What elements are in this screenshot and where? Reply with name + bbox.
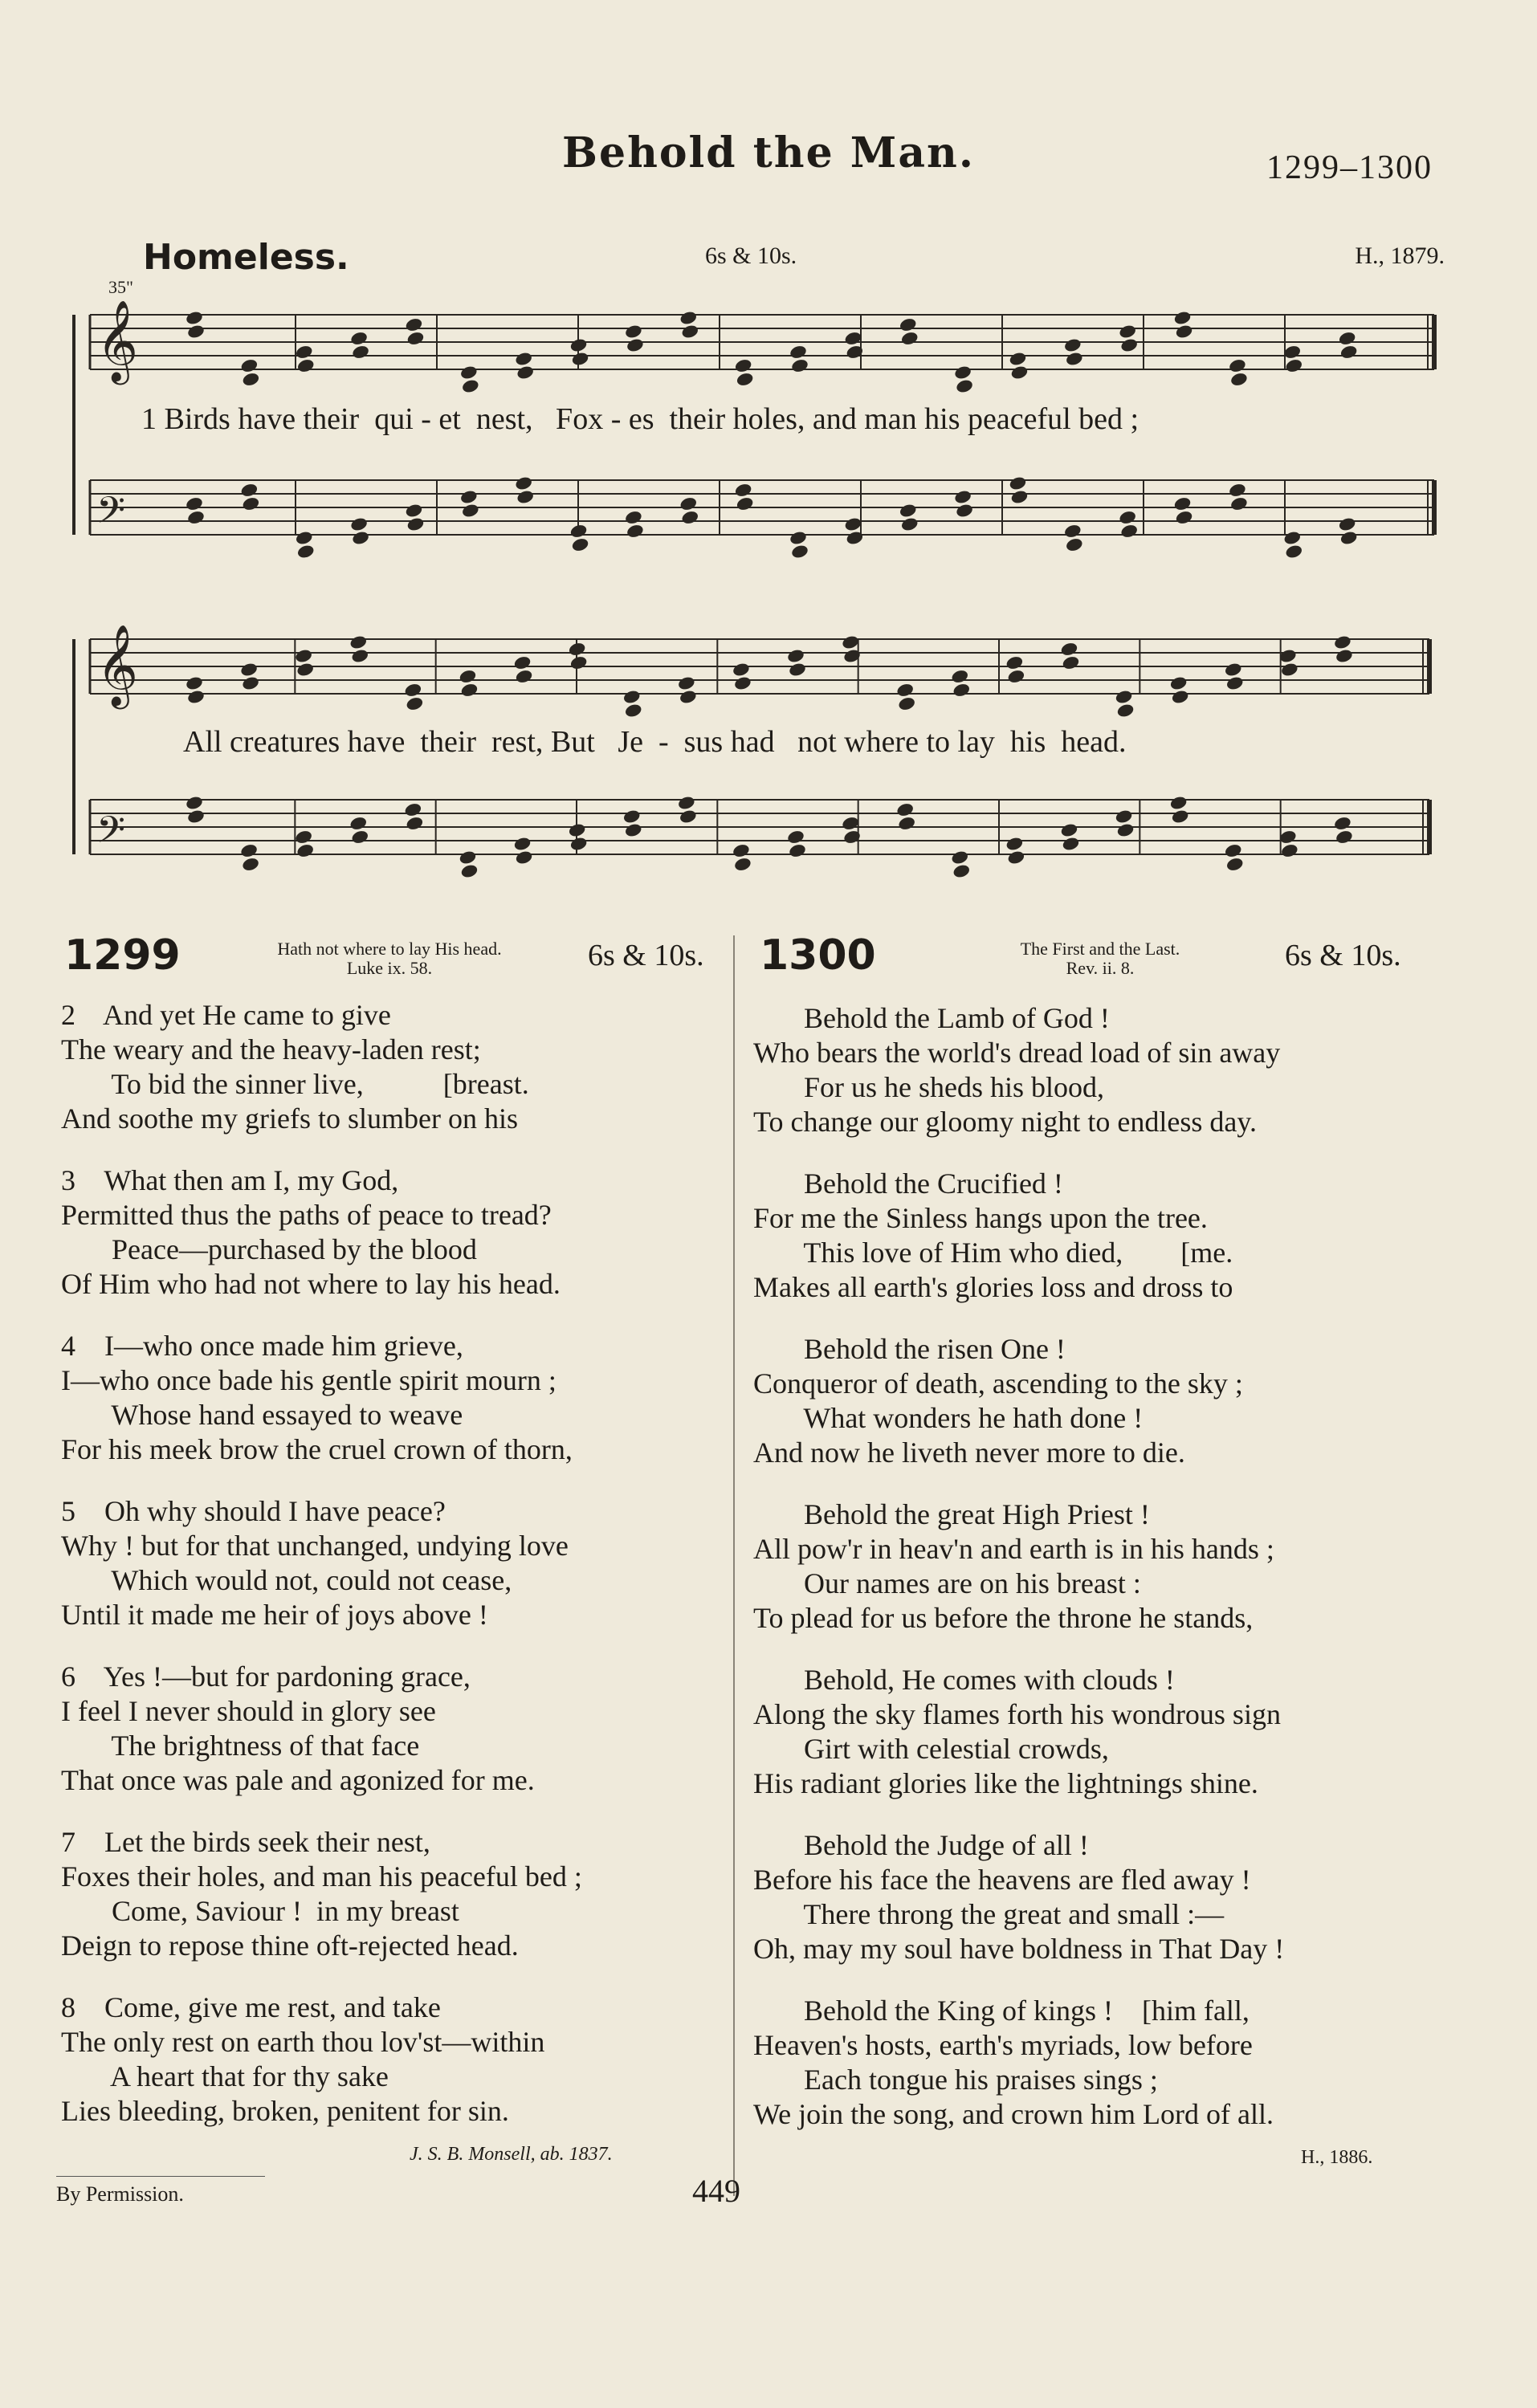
- note-head: [1225, 675, 1245, 691]
- note-head: [1171, 809, 1190, 825]
- note-head: [1335, 648, 1354, 664]
- note-head: [897, 816, 916, 832]
- verse-line: That once was pale and agonized for me.: [61, 1764, 535, 1796]
- note-head: [1169, 675, 1188, 691]
- verse-line: Which would not, could not cease,: [61, 1564, 512, 1596]
- verse-line: And now he liveth never more to die.: [753, 1436, 1185, 1469]
- verse-line: Conqueror of death, ascending to the sky ;: [753, 1367, 1243, 1400]
- verse-line: Come, Saviour ! in my breast: [61, 1895, 459, 1927]
- note-head: [349, 516, 369, 532]
- note-head: [241, 675, 260, 691]
- note-head: [349, 634, 368, 650]
- note-head: [296, 358, 316, 374]
- note-head: [515, 850, 534, 866]
- note-head: [1115, 689, 1134, 705]
- note-head: [1119, 524, 1139, 540]
- note-head: [1173, 310, 1192, 326]
- note-head: [1063, 524, 1082, 540]
- note-head: [1338, 516, 1357, 532]
- tune-name: Homeless.: [143, 237, 349, 278]
- note-head: [186, 809, 206, 825]
- note-head: [1065, 537, 1084, 553]
- note-head: [186, 510, 206, 526]
- note-head: [404, 682, 423, 699]
- note-head: [895, 682, 915, 699]
- verse-line: And soothe my griefs to slumber on his: [61, 1102, 518, 1135]
- note-head: [515, 669, 534, 685]
- note-head: [953, 365, 972, 381]
- verse-line: I—who once bade his gentle spirit mourn ;: [61, 1364, 556, 1396]
- page-title: Behold the Man.: [562, 128, 975, 177]
- note-head: [1060, 642, 1079, 658]
- verse-line: I feel I never should in glory see: [61, 1695, 436, 1727]
- note-head: [899, 317, 918, 333]
- verse-line: 6 Yes !—but for pardoning grace,: [61, 1660, 471, 1693]
- hymn-1299-text: [61, 998, 736, 2129]
- note-head: [295, 530, 314, 546]
- note-head: [571, 351, 590, 367]
- note-head: [895, 802, 915, 818]
- verse-line: For us he sheds his blood,: [753, 1071, 1105, 1103]
- verse-line: His radiant glories like the lightnings shine.: [753, 1767, 1258, 1799]
- note-head: [406, 331, 426, 347]
- note-head: [1063, 337, 1082, 353]
- verse-line: 5 Oh why should I have peace?: [61, 1495, 446, 1527]
- verse-line: The brightness of that face: [61, 1730, 420, 1762]
- note-head: [1005, 655, 1025, 671]
- note-head: [1333, 816, 1352, 832]
- note-head: [788, 662, 807, 678]
- note-head: [680, 510, 699, 526]
- note-head: [788, 843, 807, 859]
- verse-line: For me the Sinless hangs upon the tree.: [753, 1202, 1208, 1234]
- note-head: [733, 857, 752, 873]
- note-head: [240, 358, 259, 374]
- note-head: [1339, 530, 1359, 546]
- note-head: [1115, 809, 1134, 825]
- note-head: [185, 310, 204, 326]
- note-head: [1228, 483, 1247, 499]
- note-head: [405, 503, 424, 519]
- note-head: [732, 843, 751, 859]
- note-head: [899, 503, 918, 519]
- verse-line: Our names are on his breast :: [753, 1567, 1141, 1599]
- note-head: [242, 372, 261, 388]
- stanza: [753, 1663, 1468, 1801]
- note-head: [513, 836, 532, 852]
- note-head: [514, 351, 533, 367]
- note-head: [1225, 857, 1245, 873]
- hymn-1299-attribution: J. S. B. Monsell, ab. 1837.: [410, 2144, 613, 2165]
- verse-line: We join the song, and crown him Lord of all.: [753, 2098, 1274, 2130]
- note-head: [1229, 496, 1249, 512]
- verse-line: To plead for us before the throne he stands,: [753, 1602, 1254, 1634]
- note-head: [1118, 324, 1137, 340]
- treble-clef-icon: 𝄞: [96, 299, 139, 381]
- verse-line: Behold the King of kings ! [him fall,: [753, 1994, 1250, 2027]
- verse-line: Behold the Lamb of God !: [753, 1002, 1110, 1034]
- note-head: [624, 510, 643, 526]
- verse-line: Girt with celestial crowds,: [753, 1733, 1109, 1765]
- music-score: [0, 0, 1537, 899]
- note-head: [624, 703, 643, 719]
- note-head: [900, 331, 919, 347]
- stanza: [753, 1828, 1468, 1966]
- note-head: [516, 489, 535, 505]
- note-head: [459, 489, 479, 505]
- note-head: [1065, 351, 1084, 367]
- note-head: [241, 857, 260, 873]
- note-head: [1228, 358, 1247, 374]
- note-head: [736, 496, 755, 512]
- note-head: [733, 675, 752, 691]
- note-head: [349, 331, 369, 347]
- note-head: [186, 324, 206, 340]
- note-head: [955, 378, 974, 394]
- footer-rule: [56, 2176, 265, 2177]
- verse-line: Foxes their holes, and man his peaceful bed ;: [61, 1860, 582, 1893]
- verse-line: Behold the Crucified !: [753, 1167, 1063, 1200]
- tune-composer: H., 1879.: [1355, 242, 1445, 269]
- note-head: [789, 344, 808, 361]
- bass-clef-icon: 𝄢: [96, 809, 126, 861]
- verse-line: Of Him who had not where to lay his head.: [61, 1268, 561, 1300]
- hymn-number-1299: 1299: [64, 931, 181, 980]
- note-head: [1009, 475, 1028, 491]
- note-head: [349, 816, 368, 832]
- verse-line: To change our gloomy night to endless day.: [753, 1106, 1258, 1138]
- stanza: [61, 1990, 736, 2129]
- verse-line: Who bears the world's dread load of sin away: [753, 1037, 1281, 1069]
- note-head: [786, 648, 805, 664]
- note-head: [1282, 344, 1302, 361]
- note-head: [1007, 850, 1026, 866]
- tempo-marking: 35": [108, 277, 133, 297]
- hymn-1300-ref-verse: Rev. ii. 8.: [1066, 958, 1135, 978]
- note-head: [568, 642, 587, 658]
- note-head: [1062, 836, 1081, 852]
- verse-line: Peace—purchased by the blood: [61, 1233, 477, 1265]
- note-head: [952, 863, 971, 879]
- stanza: [753, 1994, 1468, 2132]
- note-head: [622, 689, 642, 705]
- hymn-1300-attribution: H., 1886.: [1301, 2147, 1373, 2168]
- note-head: [406, 516, 426, 532]
- note-head: [841, 634, 860, 650]
- bass-clef-icon: 𝄢: [96, 489, 126, 541]
- stanza: [61, 1825, 736, 1963]
- note-head: [679, 310, 698, 326]
- note-head: [1116, 703, 1135, 719]
- note-head: [460, 682, 479, 699]
- verse-line: 7 Let the birds seek their nest,: [61, 1826, 430, 1858]
- note-head: [460, 863, 479, 879]
- tune-meter: 6s & 10s.: [705, 242, 797, 269]
- note-head: [461, 503, 480, 519]
- verse-line: Lies bleeding, broken, penitent for sin.: [61, 2095, 509, 2127]
- verse-line: Behold the risen One !: [753, 1333, 1066, 1365]
- hymn-1299-reference: [201, 939, 578, 978]
- verse-line: What wonders he hath done !: [753, 1402, 1144, 1434]
- note-head: [1284, 544, 1303, 560]
- verse-line: To bid the sinner live, [breast.: [61, 1068, 529, 1100]
- note-head: [790, 544, 809, 560]
- note-head: [1339, 344, 1359, 361]
- note-head: [1118, 510, 1137, 526]
- verse-line: Whose hand essayed to weave: [61, 1399, 463, 1431]
- note-head: [1171, 689, 1190, 705]
- note-head: [350, 829, 369, 845]
- hymn-number-range: 1299–1300: [1266, 149, 1433, 186]
- verse-line: 8 Come, give me rest, and take: [61, 1991, 441, 2023]
- stanza: [61, 1329, 736, 1467]
- note-head: [790, 358, 809, 374]
- note-head: [1175, 324, 1194, 340]
- verse-line: 4 I—who once made him grieve,: [61, 1330, 463, 1362]
- note-head: [734, 358, 753, 374]
- note-head: [185, 795, 204, 811]
- note-head: [1333, 634, 1352, 650]
- note-head: [844, 331, 863, 347]
- verse-line: 3 What then am I, my God,: [61, 1164, 399, 1196]
- verse-line: The only rest on earth thou lov'st—within: [61, 2026, 545, 2058]
- stanza: [753, 1167, 1468, 1305]
- verse-line: Oh, may my soul have boldness in That Day !: [753, 1933, 1285, 1965]
- lyrics-line-1: 1 Birds have their qui - et nest, Fox - es their holes, and man his peaceful bed ;: [141, 402, 1140, 436]
- note-head: [569, 655, 589, 671]
- verse-line: The weary and the heavy-laden rest;: [61, 1033, 481, 1065]
- note-head: [513, 655, 532, 671]
- note-head: [1010, 365, 1029, 381]
- note-head: [734, 483, 753, 499]
- note-head: [1060, 822, 1079, 838]
- note-head: [786, 829, 805, 845]
- note-head: [185, 496, 204, 512]
- note-head: [242, 496, 261, 512]
- note-head: [514, 475, 533, 491]
- note-head: [1062, 655, 1081, 671]
- note-head: [950, 850, 969, 866]
- note-head: [1224, 662, 1243, 678]
- note-head: [1119, 337, 1139, 353]
- note-head: [900, 516, 919, 532]
- verse-line: Why ! but for that unchanged, undying love: [61, 1530, 569, 1562]
- note-head: [1224, 843, 1243, 859]
- note-head: [950, 669, 969, 685]
- note-head: [679, 496, 698, 512]
- note-head: [677, 795, 696, 811]
- note-head: [461, 378, 480, 394]
- note-head: [1229, 372, 1249, 388]
- hymn-1299-ref-title: Hath not where to lay His head.: [277, 939, 502, 959]
- verse-line: For his meek brow the cruel crown of thorn,: [61, 1433, 573, 1465]
- note-head: [1010, 489, 1029, 505]
- note-head: [1282, 530, 1302, 546]
- verse-line: Until it made me heir of joys above !: [61, 1599, 488, 1631]
- note-head: [351, 344, 370, 361]
- note-head: [1009, 351, 1028, 367]
- verse-line: All pow'r in heav'n and earth is in his hands ;: [753, 1533, 1274, 1565]
- note-head: [296, 843, 315, 859]
- note-head: [1280, 843, 1299, 859]
- note-head: [350, 648, 369, 664]
- note-head: [185, 675, 204, 691]
- note-head: [459, 365, 479, 381]
- note-head: [240, 483, 259, 499]
- verse-line: This love of Him who died, [me.: [753, 1237, 1233, 1269]
- verse-line: Along the sky flames forth his wondrous sign: [753, 1698, 1281, 1730]
- note-head: [239, 843, 259, 859]
- note-head: [239, 662, 259, 678]
- note-head: [624, 822, 643, 838]
- note-head: [626, 337, 645, 353]
- stanza: [753, 1332, 1468, 1470]
- note-head: [736, 372, 755, 388]
- hymn-1300-ref-title: The First and the Last.: [1020, 939, 1180, 959]
- stanza: [61, 998, 736, 1136]
- verse-line: Heaven's hosts, earth's myriads, low before: [753, 2029, 1253, 2061]
- note-head: [1280, 662, 1299, 678]
- verse-line: Behold the great High Priest !: [753, 1498, 1150, 1530]
- note-head: [1335, 829, 1354, 845]
- note-head: [294, 829, 313, 845]
- lyrics-line-2: All creatures have their rest, But Je - sus had not where to lay his head.: [183, 725, 1127, 759]
- permission-note: By Permission.: [56, 2182, 184, 2206]
- note-head: [571, 537, 590, 553]
- note-head: [296, 544, 316, 560]
- note-head: [1173, 496, 1192, 512]
- note-head: [569, 836, 589, 852]
- note-head: [789, 530, 808, 546]
- note-head: [568, 822, 587, 838]
- note-head: [296, 662, 315, 678]
- note-head: [1338, 331, 1357, 347]
- verse-line: Behold the Judge of all !: [753, 1829, 1089, 1861]
- note-head: [406, 816, 425, 832]
- stanza: [61, 1163, 736, 1302]
- hymn-1299-meter: 6s & 10s.: [588, 939, 704, 972]
- note-head: [679, 809, 698, 825]
- note-head: [404, 802, 423, 818]
- hymn-1300-meter: 6s & 10s.: [1285, 939, 1401, 972]
- note-head: [295, 344, 314, 361]
- stanza: [61, 1660, 736, 1798]
- verse-line: Before his face the heavens are fled away !: [753, 1864, 1251, 1896]
- verse-line: Deign to repose thine oft-rejected head.: [61, 1929, 519, 1962]
- note-head: [841, 816, 860, 832]
- stanza: [753, 1001, 1468, 1139]
- treble-clef-icon: 𝄞: [96, 623, 139, 706]
- note-head: [952, 682, 971, 699]
- verse-line: There throng the great and small :—: [753, 1898, 1225, 1930]
- note-head: [1007, 669, 1026, 685]
- note-head: [680, 324, 699, 340]
- verse-line: Makes all earth's glories loss and dross to: [753, 1271, 1233, 1303]
- note-head: [897, 696, 916, 712]
- hymn-1300-reference: [948, 939, 1253, 978]
- note-head: [1005, 836, 1025, 852]
- note-head: [622, 809, 642, 825]
- note-head: [677, 675, 696, 691]
- note-head: [294, 648, 313, 664]
- note-head: [953, 489, 972, 505]
- hymn-number-1300: 1300: [760, 931, 876, 980]
- note-head: [516, 365, 535, 381]
- note-head: [186, 689, 206, 705]
- verse-line: Behold, He comes with clouds !: [753, 1664, 1175, 1696]
- hymn-1299-ref-verse: Luke ix. 58.: [346, 958, 433, 978]
- note-head: [626, 524, 645, 540]
- verse-line: Each tongue his praises sings ;: [753, 2064, 1158, 2096]
- verse-line: 2 And yet He came to give: [61, 999, 391, 1031]
- hymn-1300-text: [753, 1001, 1468, 2132]
- note-head: [732, 662, 751, 678]
- note-head: [459, 669, 478, 685]
- note-head: [351, 530, 370, 546]
- verse-line: Permitted thus the paths of peace to tread?: [61, 1199, 552, 1231]
- note-head: [569, 524, 589, 540]
- note-head: [1284, 358, 1303, 374]
- note-head: [1169, 795, 1188, 811]
- note-head: [406, 696, 425, 712]
- note-head: [569, 337, 589, 353]
- note-head: [679, 689, 698, 705]
- stanza: [753, 1497, 1468, 1636]
- note-head: [459, 850, 478, 866]
- note-head: [405, 317, 424, 333]
- note-head: [844, 516, 863, 532]
- stanza: [61, 1494, 736, 1632]
- note-head: [955, 503, 974, 519]
- note-head: [624, 324, 643, 340]
- page-number: 449: [692, 2173, 740, 2209]
- note-head: [1116, 822, 1135, 838]
- note-head: [1175, 510, 1194, 526]
- verse-line: A heart that for thy sake: [61, 2060, 389, 2092]
